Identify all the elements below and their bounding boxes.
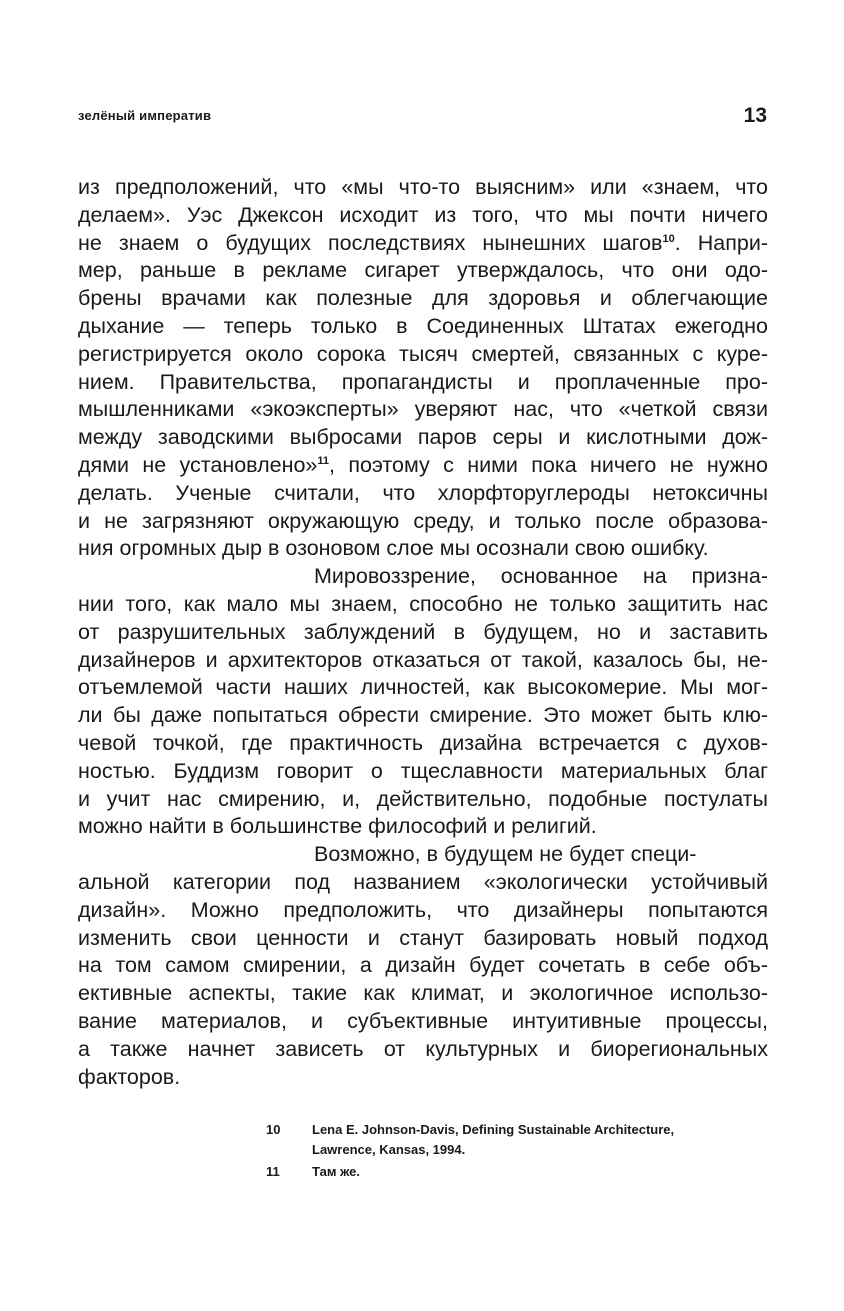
body-text xyxy=(78,174,768,1091)
text-line: вание материалов, и субъективные интуитивные процессы, xyxy=(78,1008,768,1033)
text-fragment: не знаем о будущих последствиях нынешних шагов xyxy=(78,230,663,255)
running-head: зелёный императив xyxy=(78,108,212,123)
text-line: на том самом смирении, а дизайн будет сочетать в себе объ- xyxy=(78,953,768,978)
footnotes xyxy=(266,1120,766,1182)
footnote-ref-11[interactable]: 11 xyxy=(317,454,330,467)
text-line: чевой точкой, где практичность дизайна встречается с духов- xyxy=(78,730,768,755)
text-line: ективные аспекты, такие как климат, и экологичное использо- xyxy=(78,981,768,1006)
footnote-line: Там же. xyxy=(312,1164,360,1179)
text-line: из предположений, что «мы что-то выясним» или «знаем, что xyxy=(78,175,768,199)
footnote-10 xyxy=(266,1120,766,1160)
text-line: альной категории под названием «экологически устойчивый xyxy=(78,869,768,894)
text-line: от разрушительных заблуждений в будущем, но и заставить xyxy=(78,619,768,644)
text-line: брены врачами как полезные для здоровья и облегчающие xyxy=(78,286,768,311)
footnote-line: Lawrence, Kansas, 1994. xyxy=(312,1142,466,1157)
paragraph-first-line: Возможно, в будущем не будет специ- xyxy=(314,842,697,867)
text-line: а также начнет зависеть от культурных и биорегиональных xyxy=(78,1036,768,1061)
text-line: регистрируется около сорока тысяч смертей, связанных с куре- xyxy=(78,341,768,366)
text-line: дыхание — теперь только в Соединенных Штатах ежегодно xyxy=(78,313,768,338)
text-line: ностью. Буддизм говорит о тщеславности материальных благ xyxy=(78,758,768,783)
footnote-number: 11 xyxy=(266,1164,280,1179)
text-line: дизайнеров и архитекторов отказаться от такой, казалось бы, не- xyxy=(78,647,768,672)
page-number: 13 xyxy=(743,104,767,127)
text-line: мер, раньше в рекламе сигарет утверждалось, что они одо- xyxy=(78,258,768,283)
footnote-line: Lena E. Johnson-Davis, Defining Sustainable Architecture, xyxy=(312,1122,675,1137)
footnote-ref-10[interactable]: 10 xyxy=(662,232,675,245)
text-fragment: . Напри- xyxy=(674,230,769,255)
text-line: ли бы даже попытаться обрести смирение. Это может быть клю- xyxy=(78,703,768,728)
text-line: можно найти в большинстве философий и религий. xyxy=(78,814,597,839)
text-line: и не загрязняют окружающую среду, и только после образова- xyxy=(78,508,768,533)
footnote-text xyxy=(312,1162,360,1182)
text-line: и учит нас смирению, и, действительно, подобные постулаты xyxy=(78,786,768,811)
text-line: мышленниками «экоэксперты» уверяют нас, что «четкой связи xyxy=(78,397,768,422)
text-line: делать. Ученые считали, что хлорфторуглероды нетоксичны xyxy=(78,480,768,505)
text-line: делаем». Уэс Джексон исходит из того, что мы почти ничего xyxy=(78,202,768,227)
text-line: дизайн». Можно предположить, что дизайнеры попытаются xyxy=(78,897,768,922)
footnote-text xyxy=(312,1120,674,1160)
text-line: ния огромных дыр в озоновом слое мы осознали свою ошибку. xyxy=(78,536,709,561)
footnote-11 xyxy=(266,1162,766,1182)
text-line xyxy=(78,452,768,480)
text-line: отъемлемой части наших личностей, как высокомерие. Мы мог- xyxy=(78,675,768,700)
text-line: изменить свои ценности и станут базировать новый подход xyxy=(78,925,768,950)
text-fragment: дями не установлено» xyxy=(78,452,318,477)
paragraph-first-line: Мировоззрение, основанное на призна- xyxy=(314,564,768,589)
text-line: нии того, как мало мы знаем, способно не только защитить нас xyxy=(78,591,768,616)
footnote-number: 10 xyxy=(266,1122,281,1137)
text-line xyxy=(78,230,768,258)
text-line: между заводскими выбросами паров серы и кислотными дож- xyxy=(78,425,768,450)
text-line: факторов. xyxy=(78,1064,181,1089)
text-fragment: , поэтому с ними пока ничего не нужно xyxy=(329,452,768,477)
text-line: нием. Правительства, пропагандисты и проплаченные про- xyxy=(78,369,768,394)
